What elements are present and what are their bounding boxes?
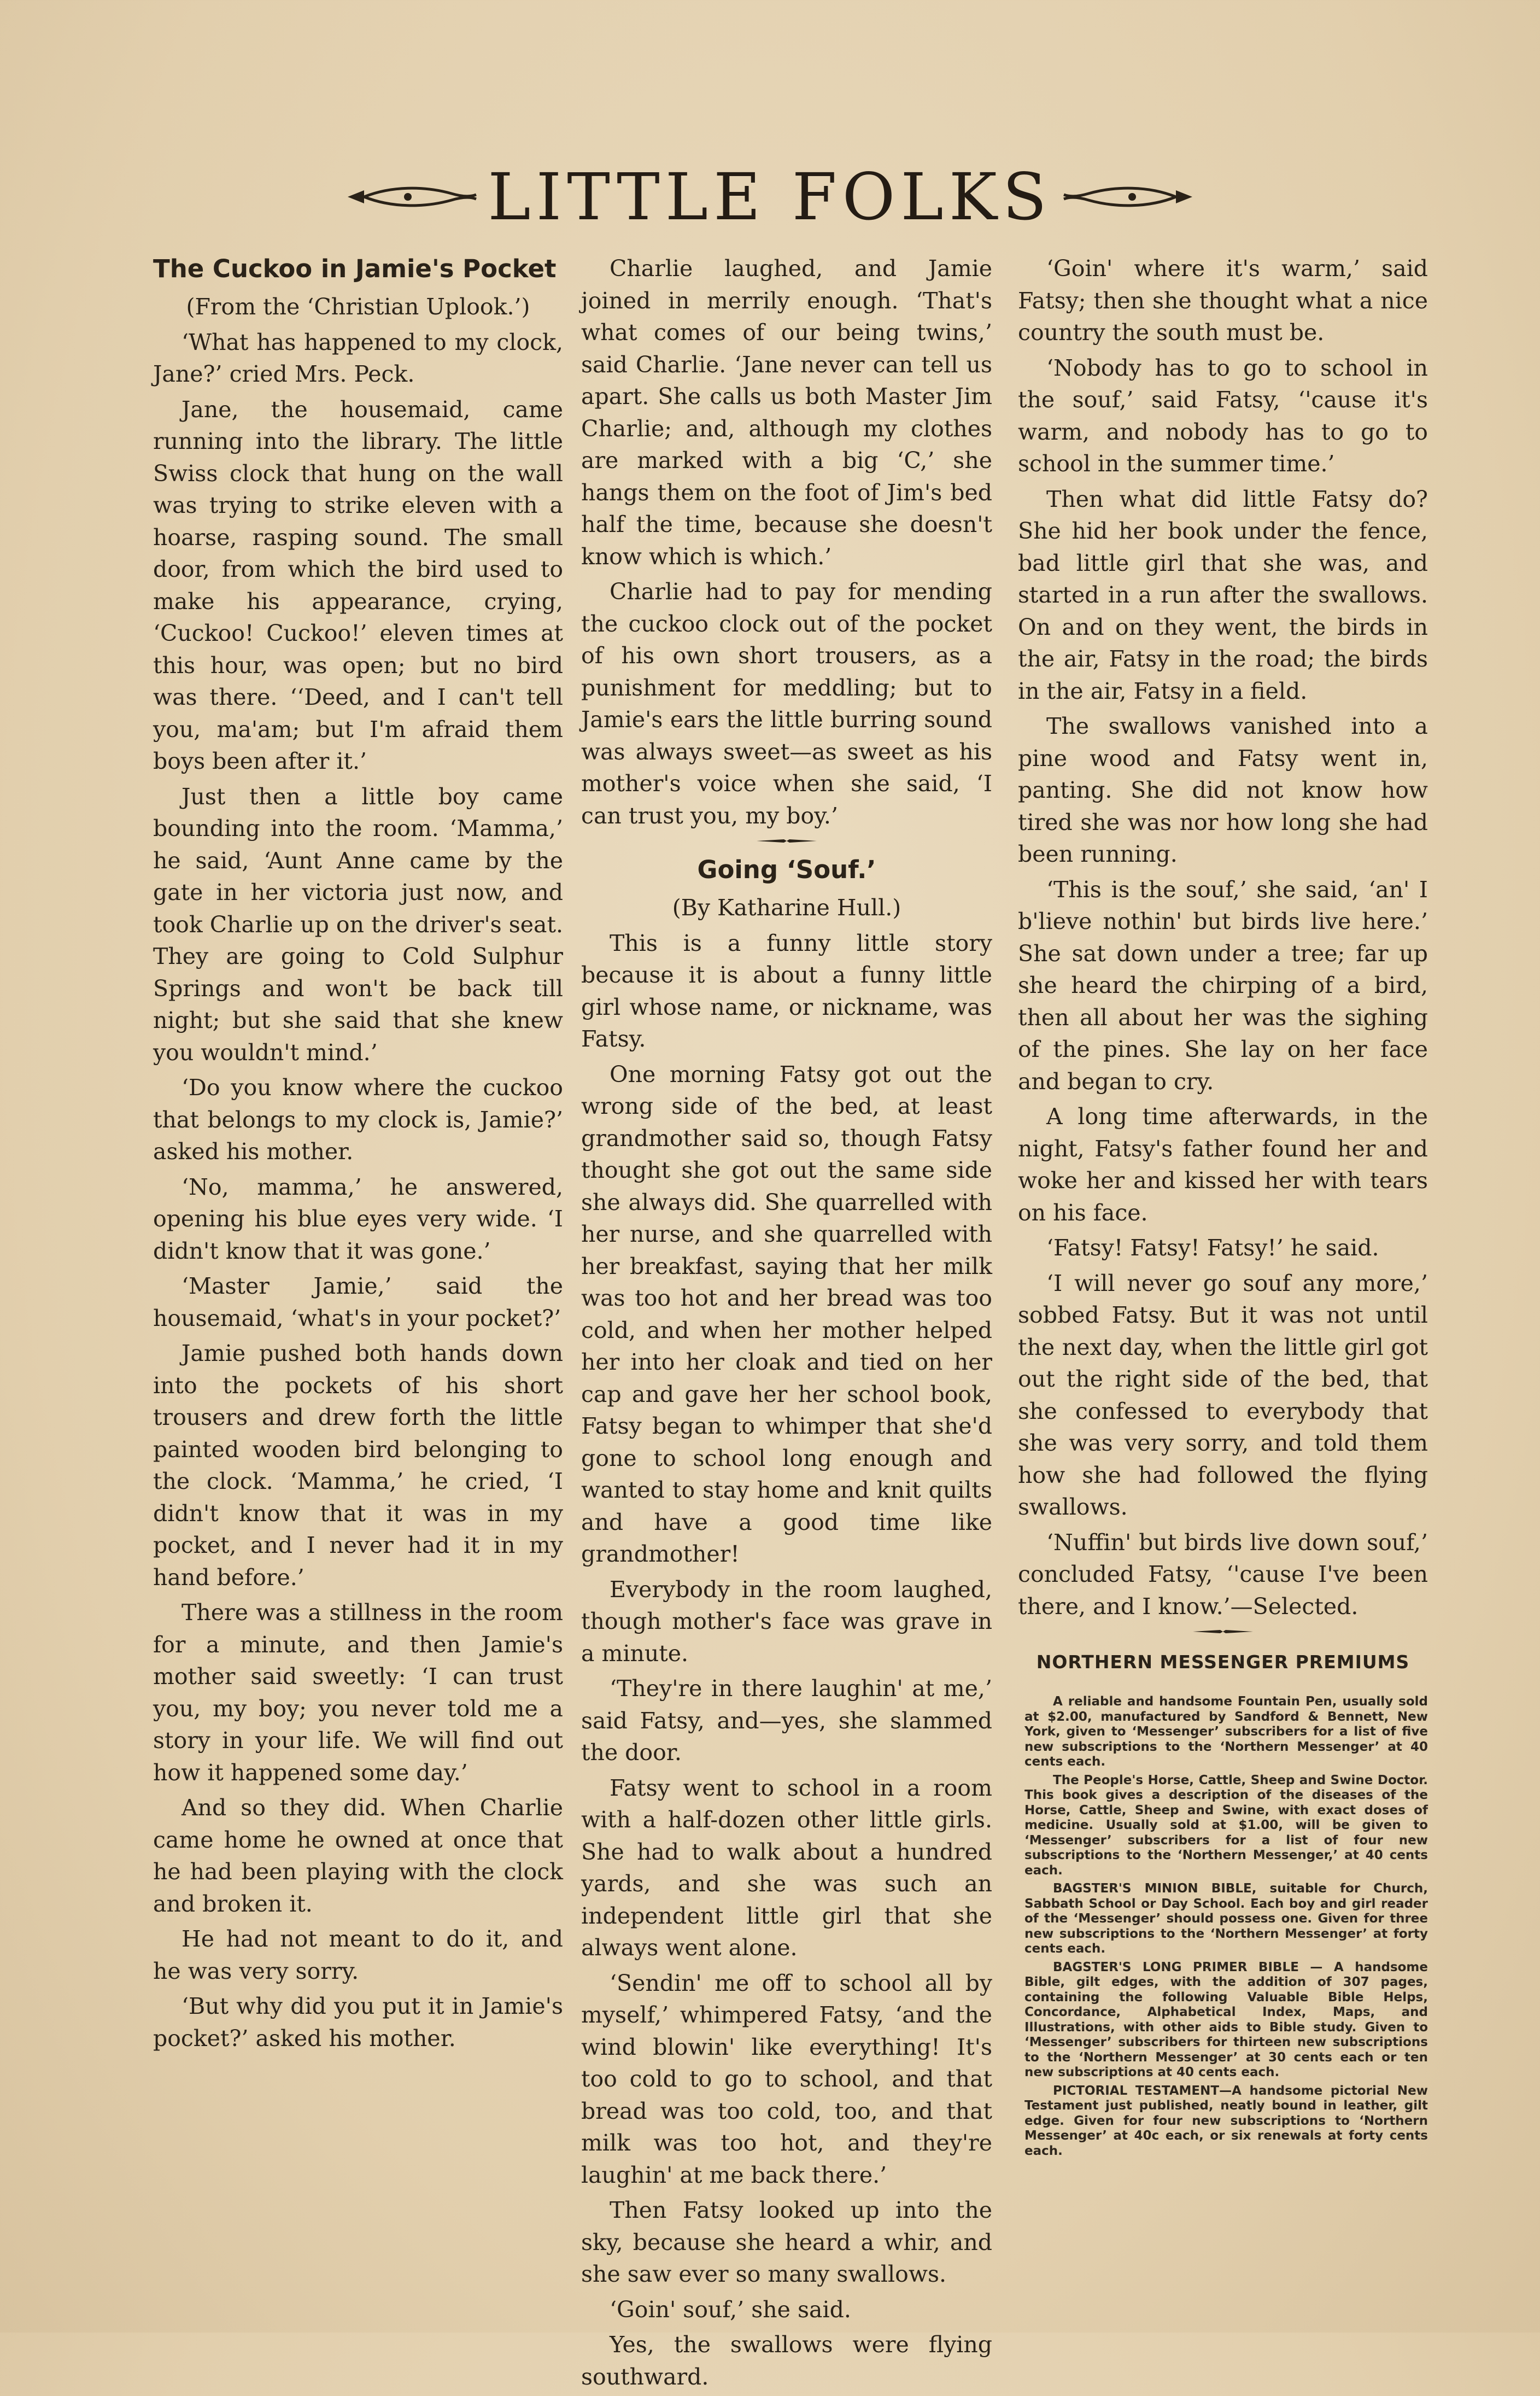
- paragraph: ‘No, mamma,’ he answered, opening his blue eyes very wide. ‘I didn't know that it was gone.’: [153, 1173, 563, 1264]
- paragraph: And so they did. When Charlie came home he owned at once that he had been playing with the clock and broken it.: [153, 1795, 563, 1917]
- column-2: [581, 253, 992, 2396]
- paragraph: Yes, the swallows were flying southward.: [581, 2331, 992, 2390]
- story-byline: (By Katharine Hull.): [672, 895, 901, 921]
- paragraph: He had not meant to do it, and he was very sorry.: [153, 1926, 563, 1984]
- paragraph: ‘Master Jamie,’ said the housemaid, ‘what's in your pocket?’: [153, 1273, 563, 1331]
- paragraph: Then Fatsy looked up into the sky, because she heard a whir, and she saw ever so many swallows.: [581, 2197, 992, 2287]
- paragraph: ‘They're in there laughin' at me,’ said Fatsy, and—yes, she slammed the door.: [581, 1675, 992, 1766]
- paragraph: This is a funny little story because it is about a funny little girl whose name, or nickname, was Fatsy.: [581, 930, 992, 1052]
- masthead-title: LITTLE FOLKS: [488, 159, 1052, 235]
- premium-item: BAGSTER'S MINION BIBLE, suitable for Church, Sabbath School or Day School. Each boy and girl reader of the ‘Messenger’ should possess one. Given for three new subscriptions to the ‘Northern Messenger’ at forty cents each.: [1024, 1881, 1428, 1956]
- section-separator: [757, 838, 817, 844]
- paragraph: Charlie laughed, and Jamie joined in merrily enough. ‘That's what comes of our being twins,’ said Charlie. ‘Jane never can tell us apart. She calls us both Master Jim Charlie; and, although my clothes are marked with a big ‘C,’ she hangs them on the foot of Jim's bed half the time, because she doesn't know which is which.’: [581, 255, 992, 570]
- paragraph: ‘I will never go souf any more,’ sobbed Fatsy. But it was not until the next day, when the little girl got out the right side of the bed, that she confessed to everybody that she was very sorry, and told them how she had followed the flying swallows.: [1018, 1270, 1428, 1520]
- paragraph: ‘This is the souf,’ she said, ‘an' I b'lieve nothin' but birds live here.’ She sat down under a tree; far up she heard the chirping of a bird, then all about her was the sighing of the pines. She lay on her face and began to cry.: [1018, 876, 1428, 1095]
- masthead: [0, 159, 1540, 235]
- story-byline: (From the ‘Christian Uplook.’): [186, 294, 530, 320]
- column-1: [153, 253, 563, 2058]
- paragraph: Charlie had to pay for mending the cuckoo clock out of the pocket of his own short trousers, as a punishment for meddling; but to Jamie's ears the little burring sound was always sweet—as sweet as his mother's voice when she said, ‘I can trust you, my boy.’: [581, 578, 992, 829]
- story-title: Going ‘Souf.’: [697, 855, 876, 884]
- right-flourish-ornament: [1061, 180, 1198, 213]
- paragraph: Everybody in the room laughed, though mother's face was grave in a minute.: [581, 1576, 992, 1667]
- paragraph: One morning Fatsy got out the wrong side of the bed, at least grandmother said so, though Fatsy thought she got out the same side she always did. She quarrelled with her nurse, and she quarrelled with her breakfast, saying that her milk was too hot and her bread was too cold, and when her mother helped her into her cloak and tied on her cap and gave her her school book, Fatsy began to whimper that she'd gone to school long enough and wanted to stay home and knit quilts and have a good time like grandmother!: [581, 1061, 992, 1567]
- paragraph: ‘Nobody has to go to school in the souf,’ said Fatsy, ‘'cause it's warm, and nobody has to go to school in the summer time.’: [1018, 354, 1428, 477]
- paragraph: Just then a little boy came bounding into the room. ‘Mamma,’ he said, ‘Aunt Anne came by the gate in her victoria just now, and took Charlie up on the driver's seat. They are going to Cold Sulphur Springs and won't be back till night; but she said that she knew you wouldn't mind.’: [153, 783, 563, 1066]
- paragraph: ‘Do you know where the cuckoo that belongs to my clock is, Jamie?’ asked his mother.: [153, 1074, 563, 1165]
- paragraph: Fatsy went to school in a room with a half-dozen other little girls. She had to walk about a hundred yards, and she was such an independent little girl that she always went alone.: [581, 1774, 992, 1961]
- paragraph: ‘Fatsy! Fatsy! Fatsy!’ he said.: [1046, 1235, 1379, 1261]
- left-flourish-ornament: [342, 180, 479, 213]
- paragraph: Jane, the housemaid, came running into the library. The little Swiss clock that hung on the wall was trying to strike eleven with a hoarse, rasping sound. The small door, from which the bird used to make his appearance, crying, ‘Cuckoo! Cuckoo!’ eleven times at this hour, was open; but no bird was there. ‘‘Deed, and I can't tell you, ma'am; but I'm afraid them boys been after it.’: [153, 396, 563, 774]
- paragraph: A long time afterwards, in the night, Fatsy's father found her and woke her and kissed her with tears on his face.: [1018, 1103, 1428, 1226]
- paragraph: The swallows vanished into a pine wood and Fatsy went in, panting. She did not know how tired she was nor how long she had been running.: [1018, 713, 1428, 867]
- premium-item: BAGSTER'S LONG PRIMER BIBLE — A handsome Bible, gilt edges, with the addition of 307 pages, containing the following Valuable Bible Helps, Concordance, Alphabetical Index, Maps, and Illustrations, with other aids to Bible study. Given to ‘Messenger’ subscribers for thirteen new subscriptions to the ‘Northern Messenger’ at 30 cents each or ten new subscriptions at 40 cents each.: [1024, 1960, 1428, 2079]
- paragraph: There was a stillness in the room for a minute, and then Jamie's mother said sweetly: ‘I can trust you, my boy; you never told me a story in your life. We will find out how it happened some day.’: [153, 1599, 563, 1786]
- column-3: [1018, 253, 1428, 2162]
- premium-item: The People's Horse, Cattle, Sheep and Swine Doctor. This book gives a description of the diseases of the Horse, Cattle, Sheep and Swine, with exact doses of medicine. Usually sold at $1.00, will be given to ‘Messenger’ subscribers for a list of four new subscriptions to the ‘Northern Messenger,’ at 40 cents each.: [1024, 1773, 1428, 1878]
- paragraph: Jamie pushed both hands down into the pockets of his short trousers and drew forth the little painted wooden bird belonging to the clock. ‘Mamma,’ he cried, ‘I didn't know that it was in my pocket, and I never had it in my hand before.’: [153, 1340, 563, 1591]
- story-title: The Cuckoo in Jamie's Pocket: [153, 254, 557, 283]
- paragraph: ‘Goin' souf,’ she said.: [610, 2296, 851, 2323]
- premium-item: PICTORIAL TESTAMENT—A handsome pictorial New Testament just published, neatly bound in leather, gilt edge. Given for four new subscriptions to ‘Northern Messenger’ at 40c each, or six renewals at forty cents each.: [1024, 2083, 1428, 2158]
- premiums-title: NORTHERN MESSENGER PREMIUMS: [1036, 1651, 1410, 1673]
- paragraph: ‘What has happened to my clock, Jane?’ cried Mrs. Peck.: [153, 329, 563, 387]
- paragraph: ‘Sendin' me off to school all by myself,’ whimpered Fatsy, ‘and the wind blowin' like everything! It's too cold to go to school, and that bread was too cold, too, and that milk was too hot, and they're laughin' at me back there.’: [581, 1970, 992, 2188]
- section-separator: [1193, 1629, 1253, 1634]
- paragraph: ‘Goin' where it's warm,’ said Fatsy; then she thought what a nice country the south must be.: [1018, 255, 1428, 346]
- paragraph: ‘Nuffin' but birds live down souf,’ concluded Fatsy, ‘'cause I've been there, and I know.’—Selected.: [1018, 1529, 1428, 1620]
- paragraph: Then what did little Fatsy do? She hid her book under the fence, bad little girl that she was, and started in a run after the swallows. On and on they went, the birds in the air, Fatsy in the road; the birds in the air, Fatsy in a field.: [1018, 486, 1428, 704]
- premium-item: A reliable and handsome Fountain Pen, usually sold at $2.00, manufactured by Sandford & Bennett, New York, given to ‘Messenger’ subscribers for a list of five new subscriptions to the ‘Northern Messenger’ at 40 cents each.: [1024, 1694, 1428, 1769]
- paragraph: ‘But why did you put it in Jamie's pocket?’ asked his mother.: [153, 1993, 563, 2052]
